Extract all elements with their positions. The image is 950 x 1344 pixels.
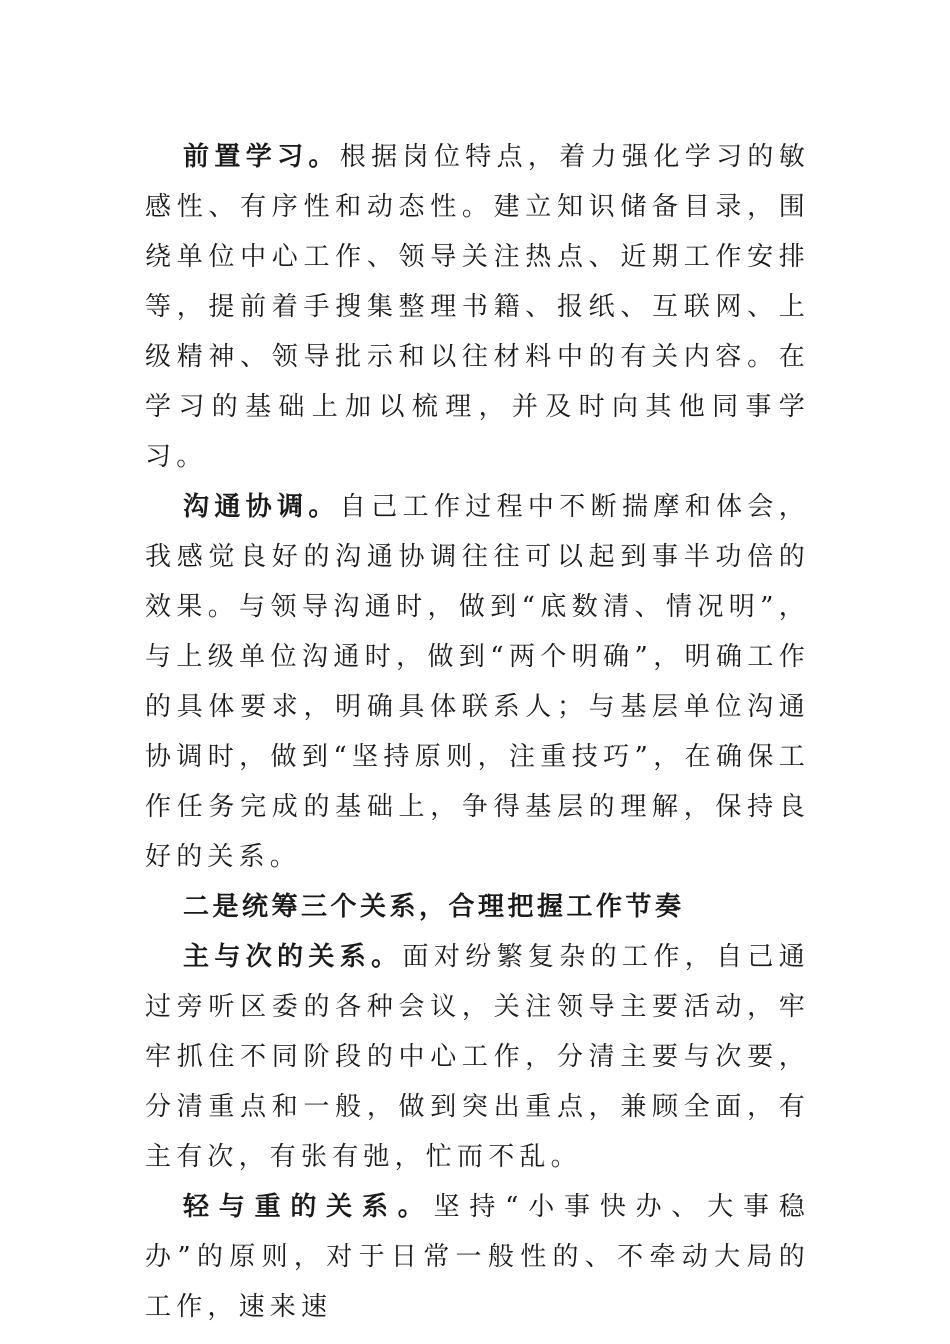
paragraph-lead: 主与次的关系。 <box>183 942 403 972</box>
paragraph-body: 自己工作过程中不断揣摩和体会，我感觉良好的沟通协调往往可以起到事半功倍的效果。与领导沟通时，做到“底数清、情况明”，与上级单位沟通时，做到“两个明确”，明确工作的具体要求，明确具体联系人；与基层单位沟通协调时，做到“坚持原则，注重技巧”，在确保工作任务完成的基础上，争得基层的理解，保持良好的关系。 <box>145 492 810 872</box>
section-heading: 二是统筹三个关系，合理把握工作节奏 <box>183 892 685 922</box>
document-page <box>145 132 810 1332</box>
paragraph-primary-secondary <box>145 932 810 1182</box>
paragraph-body: 面对纷繁复杂的工作，自己通过旁听区委的各种会议，关注领导主要活动，牢牢抓住不同阶段的中心工作，分清主要与次要，分清重点和一般，做到突出重点，兼顾全面，有主有次，有张有弛，忙而不乱。 <box>145 942 810 1172</box>
paragraph-lead: 沟通协调。 <box>183 492 340 522</box>
paragraph-preliminary-study <box>145 132 810 482</box>
paragraph-light-heavy <box>145 1182 810 1332</box>
paragraph-communication <box>145 482 810 882</box>
paragraph-body: 坚持“小事快办、大事稳办”的原则，对于日常一般性的、不牵动大局的工作，速来速 <box>145 1192 810 1322</box>
paragraph-lead: 轻与重的关系。 <box>183 1192 434 1222</box>
paragraph-body: 根据岗位特点，着力强化学习的敏感性、有序性和动态性。建立知识储备目录，围绕单位中心工作、领导关注热点、近期工作安排等，提前着手搜集整理书籍、报纸、互联网、上级精神、领导批示和以往材料中的有关内容。在学习的基础上加以梳理，并及时向其他同事学习。 <box>145 142 810 472</box>
paragraph-lead: 前置学习。 <box>183 142 340 172</box>
